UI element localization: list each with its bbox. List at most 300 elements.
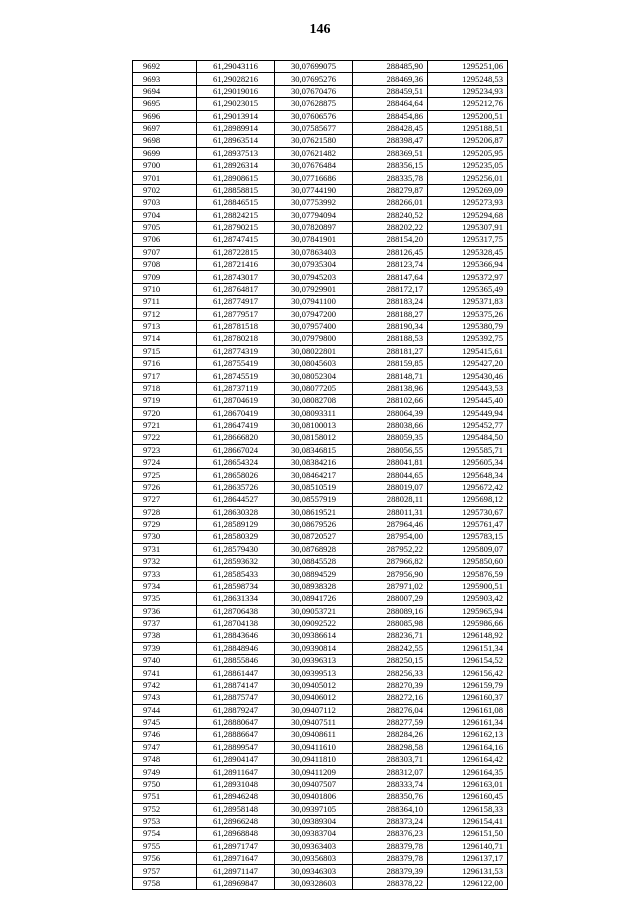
latitude-cell: 61,29013914	[197, 110, 275, 122]
latitude-cell: 61,28630328	[197, 506, 275, 518]
longitude-cell: 30,07621482	[275, 147, 353, 159]
latitude-cell: 61,28926314	[197, 160, 275, 172]
y-coordinate-cell: 1296154,52	[428, 655, 508, 667]
table-row	[133, 655, 508, 667]
point-number-cell: 9724	[133, 457, 197, 469]
table-row	[133, 370, 508, 382]
y-coordinate-cell: 1295372,97	[428, 271, 508, 283]
longitude-cell: 30,07744190	[275, 184, 353, 196]
x-coordinate-cell: 288188,27	[353, 308, 428, 320]
point-number-cell: 9733	[133, 568, 197, 580]
y-coordinate-cell: 1296161,34	[428, 716, 508, 728]
point-number-cell: 9697	[133, 122, 197, 134]
point-number-cell: 9716	[133, 358, 197, 370]
point-number-cell: 9718	[133, 382, 197, 394]
longitude-cell: 30,09411209	[275, 766, 353, 778]
latitude-cell: 61,28858815	[197, 184, 275, 196]
y-coordinate-cell: 1295415,61	[428, 345, 508, 357]
x-coordinate-cell: 288044,65	[353, 469, 428, 481]
longitude-cell: 30,07957400	[275, 320, 353, 332]
x-coordinate-cell: 288019,07	[353, 481, 428, 493]
y-coordinate-cell: 1295484,50	[428, 432, 508, 444]
x-coordinate-cell: 288279,87	[353, 184, 428, 196]
table-row	[133, 865, 508, 877]
y-coordinate-cell: 1295188,51	[428, 122, 508, 134]
longitude-cell: 30,07699075	[275, 61, 353, 73]
point-number-cell: 9750	[133, 778, 197, 790]
x-coordinate-cell: 288172,17	[353, 283, 428, 295]
latitude-cell: 61,28764817	[197, 283, 275, 295]
table-row	[133, 61, 508, 73]
longitude-cell: 30,08894529	[275, 568, 353, 580]
point-number-cell: 9751	[133, 791, 197, 803]
latitude-cell: 61,28855846	[197, 655, 275, 667]
longitude-cell: 30,07979800	[275, 333, 353, 345]
latitude-cell: 61,28963514	[197, 135, 275, 147]
x-coordinate-cell: 288202,22	[353, 221, 428, 233]
point-number-cell: 9715	[133, 345, 197, 357]
latitude-cell: 61,28747415	[197, 234, 275, 246]
table-row	[133, 679, 508, 691]
x-coordinate-cell: 288028,11	[353, 494, 428, 506]
y-coordinate-cell: 1296158,33	[428, 803, 508, 815]
longitude-cell: 30,09407511	[275, 716, 353, 728]
latitude-cell: 61,28647419	[197, 419, 275, 431]
x-coordinate-cell: 288250,15	[353, 655, 428, 667]
latitude-cell: 61,28781518	[197, 320, 275, 332]
latitude-cell: 61,28875747	[197, 692, 275, 704]
x-coordinate-cell: 288276,04	[353, 704, 428, 716]
table-row	[133, 580, 508, 592]
longitude-cell: 30,07585677	[275, 122, 353, 134]
latitude-cell: 61,28958148	[197, 803, 275, 815]
table-row	[133, 147, 508, 159]
x-coordinate-cell: 288190,34	[353, 320, 428, 332]
longitude-cell: 30,09408611	[275, 729, 353, 741]
point-number-cell: 9710	[133, 283, 197, 295]
point-number-cell: 9749	[133, 766, 197, 778]
y-coordinate-cell: 1295452,77	[428, 419, 508, 431]
x-coordinate-cell: 287964,46	[353, 518, 428, 530]
longitude-cell: 30,09411810	[275, 754, 353, 766]
table-row	[133, 333, 508, 345]
y-coordinate-cell: 1295269,09	[428, 184, 508, 196]
x-coordinate-cell: 288059,35	[353, 432, 428, 444]
table-row	[133, 469, 508, 481]
table-row	[133, 320, 508, 332]
point-number-cell: 9755	[133, 840, 197, 852]
latitude-cell: 61,28780218	[197, 333, 275, 345]
longitude-cell: 30,08768928	[275, 543, 353, 555]
point-number-cell: 9702	[133, 184, 197, 196]
longitude-cell: 30,08093311	[275, 407, 353, 419]
x-coordinate-cell: 288138,96	[353, 382, 428, 394]
table-row	[133, 630, 508, 642]
table-row	[133, 766, 508, 778]
table-row	[133, 593, 508, 605]
longitude-cell: 30,07929901	[275, 283, 353, 295]
y-coordinate-cell: 1295850,60	[428, 556, 508, 568]
point-number-cell: 9748	[133, 754, 197, 766]
point-number-cell: 9705	[133, 221, 197, 233]
y-coordinate-cell: 1295672,42	[428, 481, 508, 493]
y-coordinate-cell: 1295235,05	[428, 160, 508, 172]
y-coordinate-cell: 1295783,15	[428, 531, 508, 543]
latitude-cell: 61,28843646	[197, 630, 275, 642]
latitude-cell: 61,28846515	[197, 197, 275, 209]
latitude-cell: 61,29019016	[197, 85, 275, 97]
longitude-cell: 30,09092522	[275, 617, 353, 629]
y-coordinate-cell: 1295430,46	[428, 370, 508, 382]
y-coordinate-cell: 1295248,53	[428, 73, 508, 85]
table-row	[133, 160, 508, 172]
table-row	[133, 98, 508, 110]
point-number-cell: 9742	[133, 679, 197, 691]
point-number-cell: 9735	[133, 593, 197, 605]
x-coordinate-cell: 288154,20	[353, 234, 428, 246]
latitude-cell: 61,28971147	[197, 865, 275, 877]
point-number-cell: 9717	[133, 370, 197, 382]
table-row	[133, 494, 508, 506]
latitude-cell: 61,28779517	[197, 308, 275, 320]
point-number-cell: 9727	[133, 494, 197, 506]
latitude-cell: 61,28598734	[197, 580, 275, 592]
latitude-cell: 61,28704138	[197, 617, 275, 629]
x-coordinate-cell: 287956,90	[353, 568, 428, 580]
longitude-cell: 30,09383704	[275, 828, 353, 840]
latitude-cell: 61,28874147	[197, 679, 275, 691]
latitude-cell: 61,28635726	[197, 481, 275, 493]
x-coordinate-cell: 288364,10	[353, 803, 428, 815]
y-coordinate-cell: 1296160,37	[428, 692, 508, 704]
x-coordinate-cell: 288335,78	[353, 172, 428, 184]
point-number-cell: 9704	[133, 209, 197, 221]
longitude-cell: 30,08082708	[275, 395, 353, 407]
y-coordinate-cell: 1295876,59	[428, 568, 508, 580]
latitude-cell: 61,28879247	[197, 704, 275, 716]
x-coordinate-cell: 288284,26	[353, 729, 428, 741]
x-coordinate-cell: 288038,66	[353, 419, 428, 431]
latitude-cell: 61,28593632	[197, 556, 275, 568]
longitude-cell: 30,09389304	[275, 815, 353, 827]
y-coordinate-cell: 1295366,94	[428, 259, 508, 271]
longitude-cell: 30,08619521	[275, 506, 353, 518]
longitude-cell: 30,09390814	[275, 642, 353, 654]
point-number-cell: 9743	[133, 692, 197, 704]
longitude-cell: 30,09328603	[275, 877, 353, 889]
x-coordinate-cell: 287971,02	[353, 580, 428, 592]
latitude-cell: 61,29043116	[197, 61, 275, 73]
y-coordinate-cell: 1296122,00	[428, 877, 508, 889]
point-number-cell: 9744	[133, 704, 197, 716]
x-coordinate-cell: 288181,27	[353, 345, 428, 357]
point-number-cell: 9741	[133, 667, 197, 679]
longitude-cell: 30,09396313	[275, 655, 353, 667]
point-number-cell: 9745	[133, 716, 197, 728]
x-coordinate-cell: 288379,78	[353, 853, 428, 865]
longitude-cell: 30,09401806	[275, 791, 353, 803]
longitude-cell: 30,07695276	[275, 73, 353, 85]
longitude-cell: 30,07863403	[275, 246, 353, 258]
x-coordinate-cell: 288454,86	[353, 110, 428, 122]
point-number-cell: 9753	[133, 815, 197, 827]
y-coordinate-cell: 1296164,16	[428, 741, 508, 753]
table-row	[133, 246, 508, 258]
x-coordinate-cell: 288485,90	[353, 61, 428, 73]
point-number-cell: 9728	[133, 506, 197, 518]
y-coordinate-cell: 1296154,41	[428, 815, 508, 827]
point-number-cell: 9758	[133, 877, 197, 889]
y-coordinate-cell: 1295648,34	[428, 469, 508, 481]
y-coordinate-cell: 1295375,26	[428, 308, 508, 320]
x-coordinate-cell: 288266,01	[353, 197, 428, 209]
latitude-cell: 61,28670419	[197, 407, 275, 419]
latitude-cell: 61,29023015	[197, 98, 275, 110]
point-number-cell: 9739	[133, 642, 197, 654]
latitude-cell: 61,28899547	[197, 741, 275, 753]
y-coordinate-cell: 1296159,79	[428, 679, 508, 691]
longitude-cell: 30,09053721	[275, 605, 353, 617]
latitude-cell: 61,28704619	[197, 395, 275, 407]
table-row	[133, 791, 508, 803]
table-row	[133, 259, 508, 271]
x-coordinate-cell: 288469,36	[353, 73, 428, 85]
latitude-cell: 61,28971747	[197, 840, 275, 852]
point-number-cell: 9703	[133, 197, 197, 209]
table-row	[133, 518, 508, 530]
latitude-cell: 61,28580329	[197, 531, 275, 543]
longitude-cell: 30,08384216	[275, 457, 353, 469]
point-number-cell: 9694	[133, 85, 197, 97]
x-coordinate-cell: 288459,51	[353, 85, 428, 97]
y-coordinate-cell: 1295585,71	[428, 444, 508, 456]
y-coordinate-cell: 1296164,42	[428, 754, 508, 766]
latitude-cell: 61,28989914	[197, 122, 275, 134]
x-coordinate-cell: 288089,16	[353, 605, 428, 617]
y-coordinate-cell: 1295986,66	[428, 617, 508, 629]
table-row	[133, 122, 508, 134]
table-row	[133, 853, 508, 865]
y-coordinate-cell: 1295443,53	[428, 382, 508, 394]
x-coordinate-cell: 288350,76	[353, 791, 428, 803]
table-row	[133, 271, 508, 283]
longitude-cell: 30,08022801	[275, 345, 353, 357]
y-coordinate-cell: 1295380,79	[428, 320, 508, 332]
latitude-cell: 61,28743017	[197, 271, 275, 283]
table-row	[133, 531, 508, 543]
latitude-cell: 61,28966248	[197, 815, 275, 827]
longitude-cell: 30,08845528	[275, 556, 353, 568]
longitude-cell: 30,08938328	[275, 580, 353, 592]
y-coordinate-cell: 1295256,01	[428, 172, 508, 184]
coordinates-table	[132, 60, 508, 890]
table-row	[133, 85, 508, 97]
point-number-cell: 9708	[133, 259, 197, 271]
latitude-cell: 61,28886647	[197, 729, 275, 741]
table-row	[133, 432, 508, 444]
latitude-cell: 61,28904147	[197, 754, 275, 766]
table-row	[133, 754, 508, 766]
x-coordinate-cell: 288126,45	[353, 246, 428, 258]
point-number-cell: 9698	[133, 135, 197, 147]
latitude-cell: 61,28908615	[197, 172, 275, 184]
longitude-cell: 30,09406012	[275, 692, 353, 704]
point-number-cell: 9722	[133, 432, 197, 444]
longitude-cell: 30,09356803	[275, 853, 353, 865]
latitude-cell: 61,28880647	[197, 716, 275, 728]
y-coordinate-cell: 1295449,94	[428, 407, 508, 419]
latitude-cell: 61,28968848	[197, 828, 275, 840]
table-row	[133, 692, 508, 704]
y-coordinate-cell: 1295205,95	[428, 147, 508, 159]
point-number-cell: 9692	[133, 61, 197, 73]
point-number-cell: 9740	[133, 655, 197, 667]
latitude-cell: 61,28931048	[197, 778, 275, 790]
x-coordinate-cell: 288333,74	[353, 778, 428, 790]
longitude-cell: 30,08158012	[275, 432, 353, 444]
latitude-cell: 61,28774319	[197, 345, 275, 357]
x-coordinate-cell: 288007,29	[353, 593, 428, 605]
table-row	[133, 778, 508, 790]
longitude-cell: 30,08045603	[275, 358, 353, 370]
point-number-cell: 9720	[133, 407, 197, 419]
longitude-cell: 30,07945203	[275, 271, 353, 283]
latitude-cell: 61,28774917	[197, 296, 275, 308]
longitude-cell: 30,07941100	[275, 296, 353, 308]
longitude-cell: 30,08052304	[275, 370, 353, 382]
point-number-cell: 9723	[133, 444, 197, 456]
latitude-cell: 61,28579430	[197, 543, 275, 555]
table-row	[133, 729, 508, 741]
table-row	[133, 543, 508, 555]
x-coordinate-cell: 288277,59	[353, 716, 428, 728]
y-coordinate-cell: 1296131,53	[428, 865, 508, 877]
y-coordinate-cell: 1295761,47	[428, 518, 508, 530]
longitude-cell: 30,09407112	[275, 704, 353, 716]
longitude-cell: 30,09363403	[275, 840, 353, 852]
point-number-cell: 9737	[133, 617, 197, 629]
y-coordinate-cell: 1295903,42	[428, 593, 508, 605]
point-number-cell: 9752	[133, 803, 197, 815]
latitude-cell: 61,28589129	[197, 518, 275, 530]
point-number-cell: 9701	[133, 172, 197, 184]
table-row	[133, 197, 508, 209]
y-coordinate-cell: 1295328,45	[428, 246, 508, 258]
x-coordinate-cell: 288147,64	[353, 271, 428, 283]
page-number: 146	[309, 22, 331, 37]
y-coordinate-cell: 1296156,42	[428, 667, 508, 679]
x-coordinate-cell: 288102,66	[353, 395, 428, 407]
point-number-cell: 9714	[133, 333, 197, 345]
latitude-cell: 61,28737119	[197, 382, 275, 394]
table-row	[133, 556, 508, 568]
longitude-cell: 30,07716686	[275, 172, 353, 184]
table-row	[133, 283, 508, 295]
latitude-cell: 61,28721416	[197, 259, 275, 271]
table-row	[133, 481, 508, 493]
table-row	[133, 221, 508, 233]
x-coordinate-cell: 288378,22	[353, 877, 428, 889]
point-number-cell: 9707	[133, 246, 197, 258]
table-row	[133, 184, 508, 196]
latitude-cell: 61,28585433	[197, 568, 275, 580]
table-row	[133, 296, 508, 308]
y-coordinate-cell: 1295273,93	[428, 197, 508, 209]
y-coordinate-cell: 1295445,40	[428, 395, 508, 407]
x-coordinate-cell: 288428,45	[353, 122, 428, 134]
point-number-cell: 9757	[133, 865, 197, 877]
latitude-cell: 61,28969847	[197, 877, 275, 889]
table-row	[133, 506, 508, 518]
y-coordinate-cell: 1296164,35	[428, 766, 508, 778]
x-coordinate-cell: 288270,39	[353, 679, 428, 691]
y-coordinate-cell: 1295307,91	[428, 221, 508, 233]
x-coordinate-cell: 288056,55	[353, 444, 428, 456]
latitude-cell: 61,28644527	[197, 494, 275, 506]
longitude-cell: 30,08510519	[275, 481, 353, 493]
x-coordinate-cell: 288242,55	[353, 642, 428, 654]
y-coordinate-cell: 1295427,20	[428, 358, 508, 370]
table-row	[133, 110, 508, 122]
x-coordinate-cell: 288064,39	[353, 407, 428, 419]
latitude-cell: 61,28706438	[197, 605, 275, 617]
latitude-cell: 61,28658026	[197, 469, 275, 481]
y-coordinate-cell: 1295371,83	[428, 296, 508, 308]
point-number-cell: 9734	[133, 580, 197, 592]
table-row	[133, 358, 508, 370]
y-coordinate-cell: 1295251,06	[428, 61, 508, 73]
table-row	[133, 457, 508, 469]
latitude-cell: 61,28745519	[197, 370, 275, 382]
y-coordinate-cell: 1295317,75	[428, 234, 508, 246]
point-number-cell: 9721	[133, 419, 197, 431]
x-coordinate-cell: 288398,47	[353, 135, 428, 147]
longitude-cell: 30,07841901	[275, 234, 353, 246]
x-coordinate-cell: 287952,22	[353, 543, 428, 555]
longitude-cell: 30,07670476	[275, 85, 353, 97]
point-number-cell: 9756	[133, 853, 197, 865]
y-coordinate-cell: 1295809,07	[428, 543, 508, 555]
latitude-cell: 61,28937513	[197, 147, 275, 159]
x-coordinate-cell: 288464,64	[353, 98, 428, 110]
point-number-cell: 9729	[133, 518, 197, 530]
table-row	[133, 803, 508, 815]
latitude-cell: 61,28667024	[197, 444, 275, 456]
longitude-cell: 30,09411610	[275, 741, 353, 753]
table-row	[133, 395, 508, 407]
table-row	[133, 840, 508, 852]
y-coordinate-cell: 1296161,08	[428, 704, 508, 716]
x-coordinate-cell: 288312,07	[353, 766, 428, 778]
y-coordinate-cell: 1295212,76	[428, 98, 508, 110]
y-coordinate-cell: 1295365,49	[428, 283, 508, 295]
y-coordinate-cell: 1295605,34	[428, 457, 508, 469]
point-number-cell: 9693	[133, 73, 197, 85]
table-row	[133, 444, 508, 456]
table-row	[133, 345, 508, 357]
x-coordinate-cell: 288376,23	[353, 828, 428, 840]
y-coordinate-cell: 1295965,94	[428, 605, 508, 617]
longitude-cell: 30,09399513	[275, 667, 353, 679]
y-coordinate-cell: 1296137,17	[428, 853, 508, 865]
x-coordinate-cell: 288236,71	[353, 630, 428, 642]
point-number-cell: 9725	[133, 469, 197, 481]
longitude-cell: 30,09346303	[275, 865, 353, 877]
latitude-cell: 61,28666820	[197, 432, 275, 444]
point-number-cell: 9730	[133, 531, 197, 543]
y-coordinate-cell: 1295730,67	[428, 506, 508, 518]
point-number-cell: 9754	[133, 828, 197, 840]
